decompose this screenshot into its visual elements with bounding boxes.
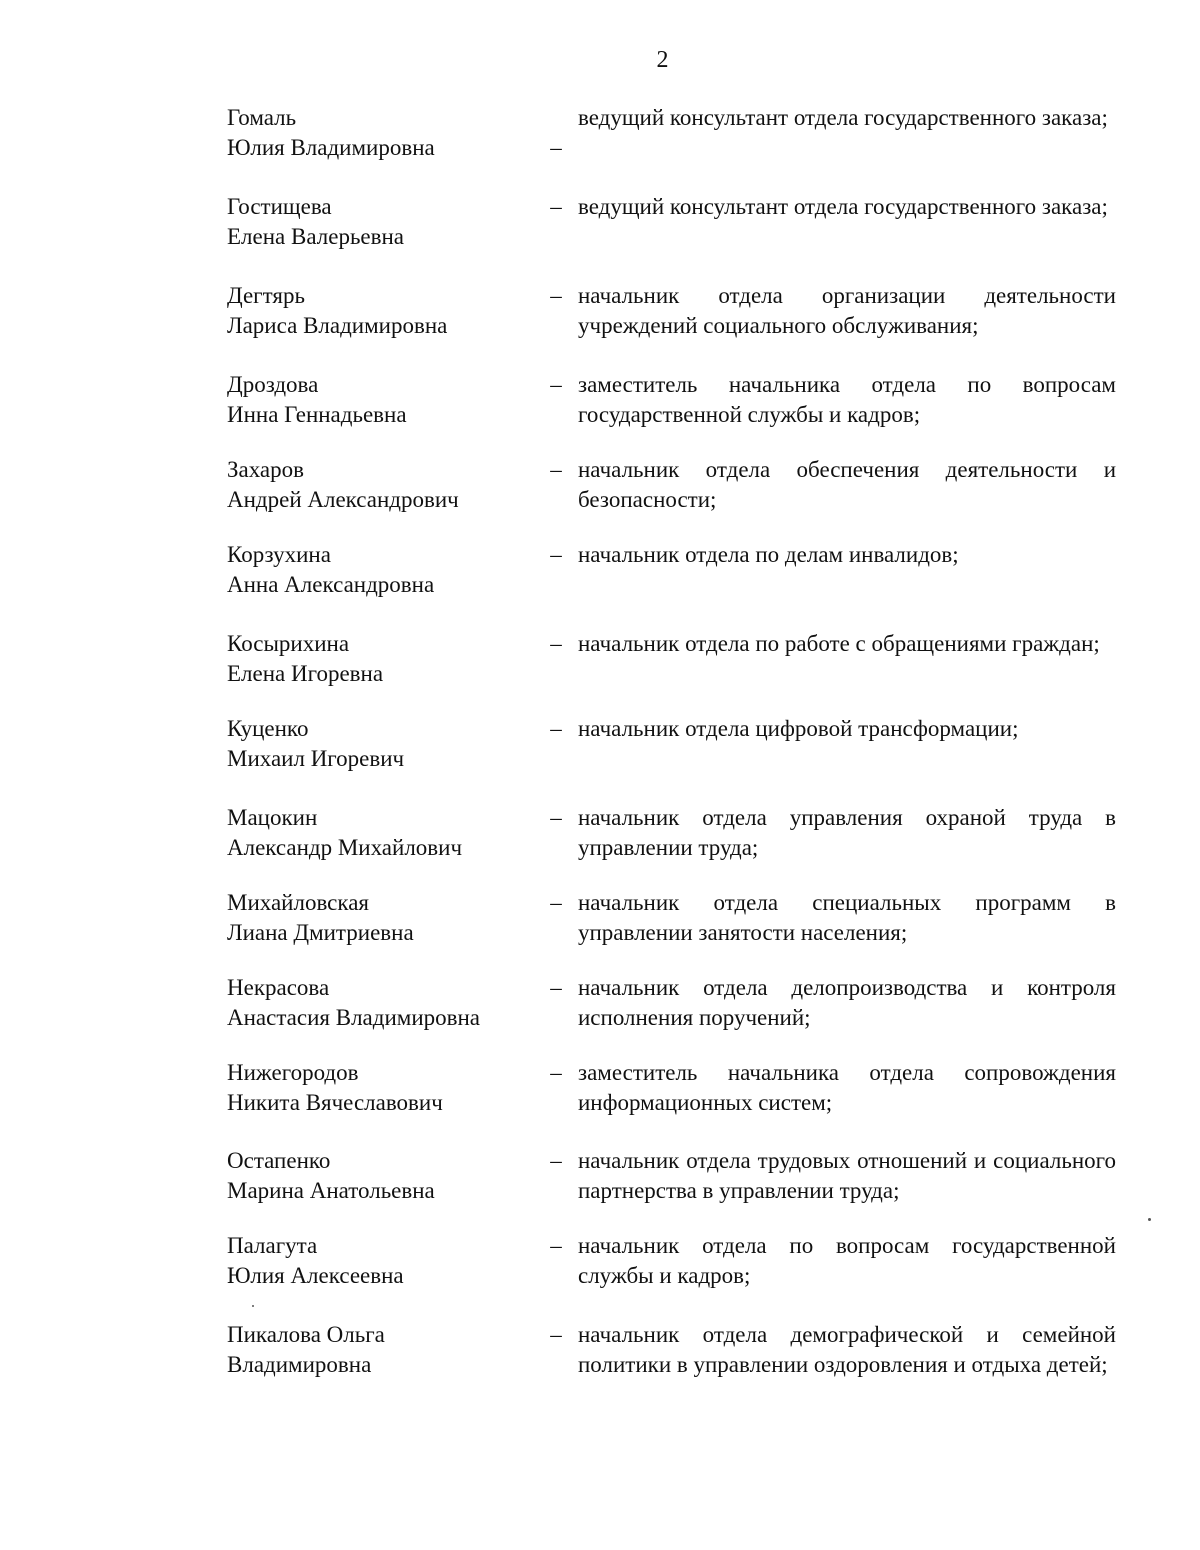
scan-speck xyxy=(252,1305,254,1307)
dash-separator: – xyxy=(550,1060,562,1085)
employee-surname: Некрасова xyxy=(227,975,330,1000)
employee-given-names: Елена Игоревна xyxy=(227,661,384,686)
employee-name xyxy=(227,540,532,600)
employee-position: начальник отдела по вопросам государственной службы и кадров; xyxy=(578,1233,1116,1288)
dash-separator: – xyxy=(550,194,562,219)
dash-separator: – xyxy=(550,890,562,915)
employee-position: начальник отдела по делам инвалидов; xyxy=(578,542,959,567)
employee-name xyxy=(227,281,532,341)
employee-given-names: Марина Анатольевна xyxy=(227,1178,435,1203)
employee-surname: Куценко xyxy=(227,716,309,741)
employee-surname: Остапенко xyxy=(227,1148,331,1173)
employee-name xyxy=(227,629,532,689)
employee-surname: Дроздова xyxy=(227,372,319,397)
page-number: 2 xyxy=(656,47,669,73)
employee-surname: Корзухина xyxy=(227,542,331,567)
dash-separator: – xyxy=(550,372,562,397)
employee-given-names: Юлия Алексеевна xyxy=(227,1263,404,1288)
dash-separator: – xyxy=(550,975,562,1000)
employee-position: ведущий консультант отдела государственного заказа; xyxy=(578,194,1108,219)
employee-name xyxy=(227,803,532,863)
employee-surname: Мацокин xyxy=(227,805,318,830)
employee-name xyxy=(227,1058,532,1118)
employee-given-names: Александр Михайлович xyxy=(227,835,463,860)
employee-given-names: Инна Геннадьевна xyxy=(227,402,407,427)
dash-separator: – xyxy=(550,1322,562,1347)
employee-name xyxy=(227,1320,532,1380)
dash-separator: – xyxy=(550,542,562,567)
employee-name xyxy=(227,714,532,774)
employee-name xyxy=(227,192,532,252)
employee-surname: Пикалова Ольга xyxy=(227,1322,385,1347)
employee-surname: Палагута xyxy=(227,1233,318,1258)
employee-given-names: Анастасия Владимировна xyxy=(227,1005,480,1030)
scan-speck xyxy=(1148,1218,1151,1221)
employee-position: заместитель начальника отдела по вопросам государственной службы и кадров; xyxy=(578,372,1116,427)
dash-separator: – xyxy=(550,631,562,656)
dash-separator: – xyxy=(550,716,562,741)
employee-given-names: Владимировна xyxy=(227,1352,372,1377)
employee-position: начальник отдела по работе с обращениями граждан; xyxy=(578,631,1100,656)
employee-position: начальник отдела обеспечения деятельности и безопасности; xyxy=(578,457,1116,512)
employee-name xyxy=(227,973,532,1033)
employee-given-names: Андрей Александрович xyxy=(227,487,459,512)
employee-name xyxy=(227,370,532,430)
employee-given-names: Лариса Владимировна xyxy=(227,313,448,338)
dash-separator: – xyxy=(550,135,562,160)
employee-surname: Дегтярь xyxy=(227,283,305,308)
employee-surname: Нижегородов xyxy=(227,1060,359,1085)
dash-separator: – xyxy=(550,1148,562,1173)
employee-given-names: Никита Вячеславович xyxy=(227,1090,443,1115)
employee-position: начальник отдела цифровой трансформации; xyxy=(578,716,1019,741)
employee-given-names: Михаил Игоревич xyxy=(227,746,405,771)
employee-position: начальник отдела специальных программ в управлении занятости населения; xyxy=(578,890,1116,945)
employee-name xyxy=(227,455,532,515)
employee-surname: Гостищева xyxy=(227,194,332,219)
employee-name xyxy=(227,888,532,948)
employee-given-names: Юлия Владимировна xyxy=(227,135,435,160)
employee-surname: Михайловская xyxy=(227,890,369,915)
employee-given-names: Елена Валерьевна xyxy=(227,224,405,249)
employee-given-names: Анна Александровна xyxy=(227,572,435,597)
employee-name xyxy=(227,1146,532,1206)
employee-position: начальник отдела организации деятельности учреждений социального обслуживания; xyxy=(578,283,1116,338)
employee-name xyxy=(227,103,532,163)
employee-position: начальник отдела трудовых отношений и социального партнерства в управлении труда; xyxy=(578,1148,1116,1203)
dash-separator: – xyxy=(550,1233,562,1258)
employee-surname: Захаров xyxy=(227,457,304,482)
employee-given-names: Лиана Дмитриевна xyxy=(227,920,414,945)
employee-position: ведущий консультант отдела государственного заказа; xyxy=(578,105,1108,130)
employee-position: начальник отдела управления охраной труда в управлении труда; xyxy=(578,805,1116,860)
employee-name xyxy=(227,1231,532,1291)
employee-surname: Косырихина xyxy=(227,631,350,656)
employee-surname: Гомаль xyxy=(227,105,297,130)
employee-position: начальник отдела демографической и семейной политики в управлении оздоровления и отдыха детей; xyxy=(578,1322,1116,1377)
employee-position: начальник отдела делопроизводства и контроля исполнения поручений; xyxy=(578,975,1116,1030)
employee-position: заместитель начальника отдела сопровождения информационных систем; xyxy=(578,1060,1116,1115)
dash-separator: – xyxy=(550,805,562,830)
dash-separator: – xyxy=(550,457,562,482)
dash-separator: – xyxy=(550,283,562,308)
